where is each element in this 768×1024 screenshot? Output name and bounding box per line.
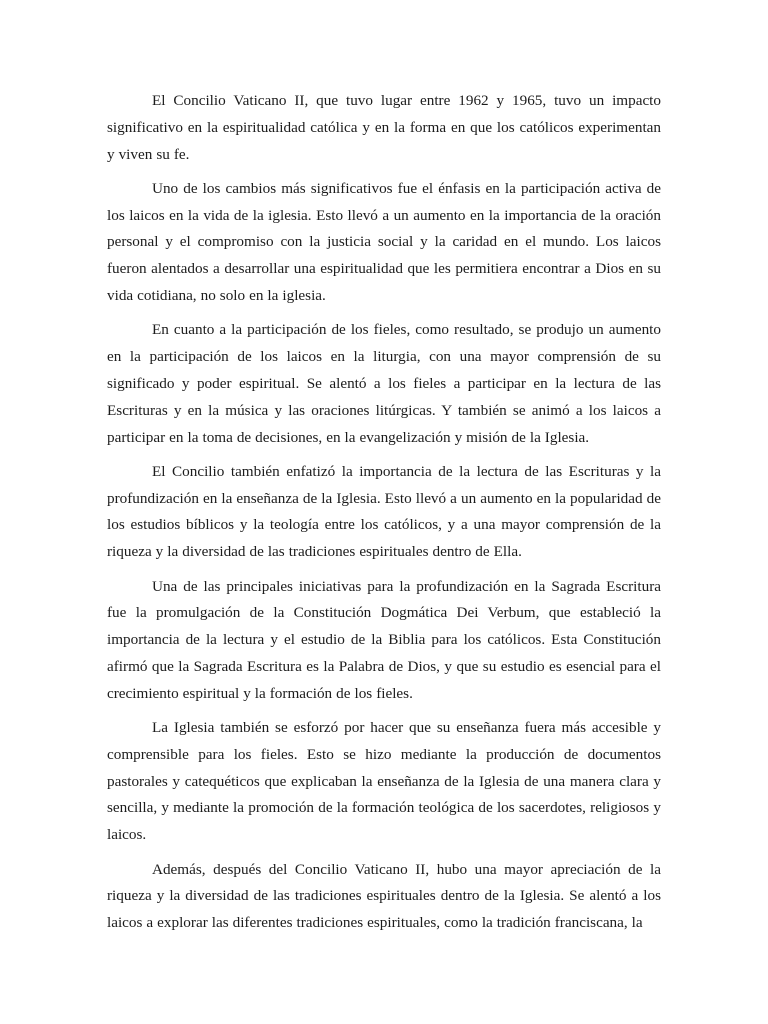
- paragraph-7: Además, después del Concilio Vaticano II, hubo una mayor apreciación de la riqueza y la diversidad de las tradiciones espirituales dentro de la Iglesia. Se alentó a los laicos a explorar las diferentes tradiciones espirituales, como la tradición franciscana, la: [107, 860, 661, 932]
- document-body: [107, 88, 661, 944]
- paragraph-5: Una de las principales iniciativas para la profundización en la Sagrada Escritura fue la promulgación de la Constitución Dogmática Dei Verbum, que estableció la importancia de la lectura y el estudio de la Biblia para los católicos. Esta Constitución afirmó que la Sagrada Escritura es la Palabra de Dios, y que su estudio es esencial para el crecimiento espiritual y la formación de los fieles.: [107, 577, 661, 702]
- paragraph-6: La Iglesia también se esforzó por hacer que su enseñanza fuera más accesible y comprensible para los fieles. Esto se hizo mediante la producción de documentos pastorales y catequéticos que explicaban la enseñanza de la Iglesia de una manera clara y sencilla, y mediante la promoción de la formación teológica de los sacerdotes, religiosos y laicos.: [107, 719, 661, 844]
- paragraph-2: Uno de los cambios más significativos fue el énfasis en la participación activa de los laicos en la vida de la iglesia. Esto llevó a un aumento en la importancia de la oración personal y el compromiso con la justicia social y la caridad en el mundo. Los laicos fueron alentados a desarrollar una espiritualidad que les permitiera encontrar a Dios en su vida cotidiana, no solo en la iglesia.: [107, 179, 661, 305]
- paragraph-3: En cuanto a la participación de los fieles, como resultado, se produjo un aumento en la participación de los laicos en la liturgia, con una mayor comprensión de su significado y poder espiritual. Se alentó a los fieles a participar en la lectura de las Escrituras y en la música y las oraciones litúrgicas. Y también se animó a los laicos a participar en la toma de decisiones, en la evangelización y misión de la Iglesia.: [107, 321, 661, 446]
- paragraph-4: El Concilio también enfatizó la importancia de la lectura de las Escrituras y la profundización en la enseñanza de la Iglesia. Esto llevó a un aumento en la popularidad de los estudios bíblicos y la teología entre los católicos, y a una mayor comprensión de la riqueza y la diversidad de las tradiciones espirituales dentro de Ella.: [107, 462, 661, 561]
- paragraph-1: El Concilio Vaticano II, que tuvo lugar entre 1962 y 1965, tuvo un impacto significativo en la espiritualidad católica y en la forma en que los católicos experimentan y viven su fe.: [107, 92, 661, 163]
